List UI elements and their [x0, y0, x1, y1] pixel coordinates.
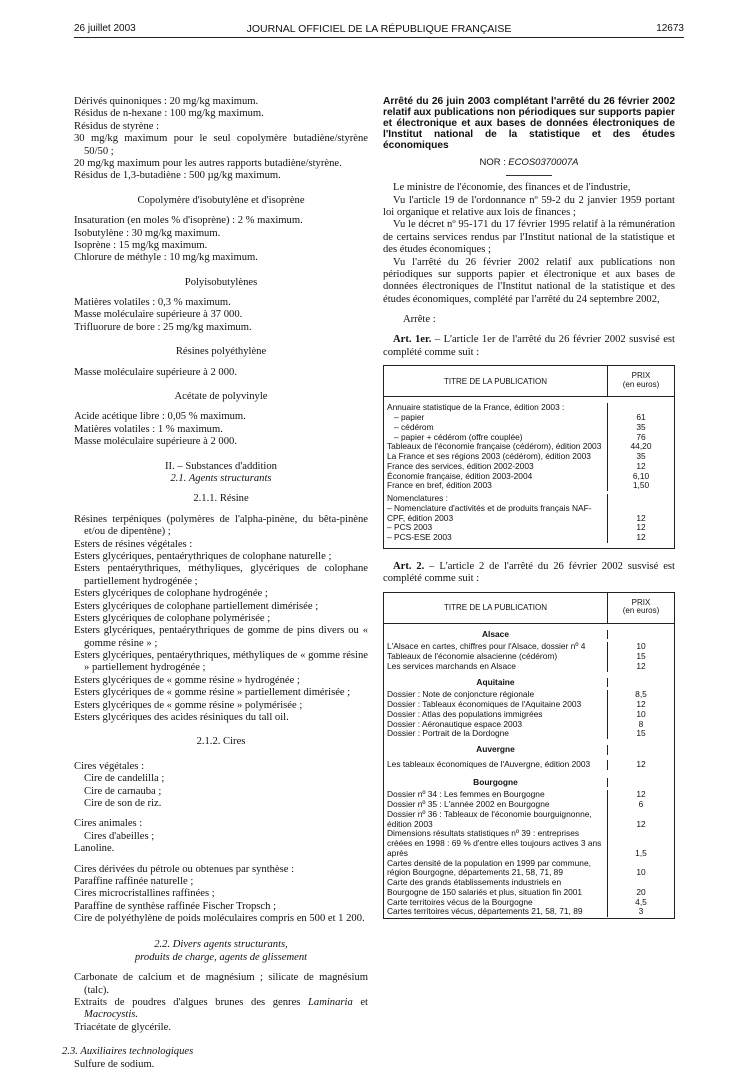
cell-label: Économie française, édition 2003-2004 — [384, 472, 608, 482]
column-header-title: TITRE DE LA PUBLICATION — [384, 593, 608, 623]
subheading: Copolymère d'isobutylène et d'isoprène — [137, 194, 305, 206]
cell-label: – papier + cédérom (offre couplée) — [384, 433, 608, 443]
cires-petrole — [74, 864, 368, 926]
table-row — [384, 907, 674, 917]
line: Chlorure de méthyle : 10 mg/kg maximum. — [74, 252, 258, 264]
subsection-heading: 2.1.2. Cires — [196, 736, 246, 748]
cires-animales — [74, 818, 368, 855]
cell-price: 61 — [636, 412, 646, 423]
table-row — [384, 729, 674, 739]
subheading: Acétate de polyvinyle — [174, 391, 268, 403]
section-2-2-heading — [74, 939, 368, 964]
table-row — [384, 672, 674, 688]
cell-price — [608, 678, 674, 688]
line: Esters glycériques de colophane partiellement dimérisée ; — [74, 600, 319, 612]
line: Cires animales : — [74, 818, 143, 830]
cell-label: Nomenclatures : — [384, 494, 608, 504]
price-label: PRIX — [631, 371, 651, 381]
table-row — [384, 829, 674, 858]
arrete-word: Arrête : — [403, 314, 436, 326]
text: Macrocystis. — [84, 1009, 139, 1021]
price-label: PRIX — [631, 597, 651, 607]
region-heading: Alsace — [384, 630, 608, 640]
article-label: Art. 2. — [393, 560, 425, 572]
cell-label: Dossier nº 35 : L'année 2002 en Bourgogne — [384, 800, 608, 810]
paragraph: Vu l'arrêté du 26 février 2002 relatif aux publications non périodiques sur supports papier et électronique et aux bases de données électroniques de l'Institut national de la statistique et des études économiques, complété par l'arrêté du 24 septembre 2002, — [383, 256, 675, 305]
cell-price: 4,5 — [635, 896, 647, 907]
cell-label: Dossier : Note de conjoncture régionale — [384, 690, 608, 700]
line: Paraffine de synthèse raffinée Fischer Tropsch ; — [74, 900, 277, 912]
table-row — [384, 755, 674, 770]
line: Esters glycériques, pentaérythriques, méthyliques de « gomme résine » partiellement hydrogénée ; — [74, 650, 368, 674]
header-journal-title: JOURNAL OFFICIEL DE LA RÉPUBLIQUE FRANÇAISE — [246, 23, 512, 35]
line: Dérivés quinoniques : 20 mg/kg maximum. — [74, 96, 259, 107]
cell-label: Dossier nº 36 : Tableaux de l'économie bourguignonne, édition 2003 — [384, 810, 608, 830]
region-heading: Aquitaine — [384, 678, 608, 688]
price-table-2 — [383, 592, 675, 920]
table-body — [384, 624, 674, 919]
line: Cire de polyéthylène de poids moléculaires compris en 500 et 1 200. — [74, 913, 365, 925]
left-column — [62, 96, 368, 1071]
line: Cires d'abeilles ; — [84, 830, 155, 842]
cell-price — [608, 745, 674, 755]
cell-price: 20 — [636, 886, 646, 897]
cell-label: – Nomenclature d'activités et de produits français NAF-CPF, édition 2003 — [384, 504, 608, 524]
column-header-price — [608, 593, 674, 623]
preamble — [383, 182, 675, 306]
line: Esters glycériques, pentaérythriques de gomme de pins divers ou « gomme résine » ; — [74, 625, 368, 649]
cell-price: 12 — [636, 522, 646, 533]
region-heading: Auvergne — [384, 745, 608, 755]
table-row — [384, 403, 674, 413]
paragraph: Le ministre de l'économie, des finances et de l'industrie, — [393, 182, 631, 194]
line: Cire de son de riz. — [84, 797, 162, 809]
cell-label: France des services, édition 2002-2003 — [384, 462, 608, 472]
line: Résidus de styrène : — [74, 120, 160, 132]
cell-label: – PCS 2003 — [384, 523, 608, 533]
line: Sulfure de sodium. — [74, 1058, 155, 1070]
cell-price: 1,5 — [635, 847, 647, 858]
table-row — [384, 491, 674, 504]
line: Masse moléculaire supérieure à 37 000. — [74, 309, 243, 321]
cell-label: France en bref, édition 2003 — [384, 481, 608, 491]
price-table-1 — [383, 365, 675, 549]
cell-label: – papier — [384, 413, 608, 423]
column-header-price — [608, 366, 674, 396]
text: Extraits de poudres d'algues brunes des genres — [74, 997, 308, 1009]
resine-block — [74, 514, 368, 725]
cell-price: 12 — [636, 532, 646, 543]
acetate-block — [74, 411, 368, 448]
cell-price: 3 — [638, 906, 644, 917]
table-row — [384, 626, 674, 640]
table-row — [384, 810, 674, 830]
table-row — [384, 770, 674, 788]
cell-price: 12 — [636, 660, 646, 671]
cell-price: 35 — [636, 421, 646, 432]
cell-price: 1,50 — [632, 480, 650, 491]
line: Résidus de 1,3-butadiène : 500 µg/kg maximum. — [74, 170, 281, 182]
cell-price: 10 — [636, 867, 646, 878]
cell-price: 12 — [636, 699, 646, 710]
cell-label: – PCS-ESE 2003 — [384, 533, 608, 543]
cell-label: Dossier : Portrait de la Dordogne — [384, 729, 608, 739]
region-heading: Bourgogne — [384, 778, 608, 788]
cell-label: Cartes densité de la population en 1999 par commune, région Bourgogne, départements 21, 58, 71, 89 — [384, 859, 608, 879]
arrete-title: Arrêté du 26 juin 2003 complétant l'arrêté du 26 février 2002 relatif aux publications non périodiques sur supports papier et électronique et aux bases de données électroniques de l'Institut national de la statistique et des études économiques — [383, 96, 675, 152]
article-2 — [383, 561, 675, 586]
line: Masse moléculaire supérieure à 2 000. — [74, 366, 237, 378]
cell-label: Les tableaux économiques de l'Auvergne, édition 2003 — [384, 760, 608, 770]
column-header-title: TITRE DE LA PUBLICATION — [384, 366, 608, 396]
cell-price: 12 — [636, 460, 646, 471]
line: Esters glycériques de colophane polymérisée ; — [74, 612, 271, 624]
price-unit: (en euros) — [622, 379, 660, 389]
cell-price: 6,10 — [632, 470, 650, 481]
line: Cires végétales : — [74, 760, 145, 772]
cell-price — [608, 630, 674, 640]
cell-label: Tableaux de l'économie française (cédérom), édition 2003 — [384, 442, 608, 452]
cell-label: Carte des grands établissements industriels en Bourgogne de 150 salariés et plus, situation fin 2001 — [384, 878, 608, 898]
table-row — [384, 859, 674, 879]
line: Esters glycériques de « gomme résine » polymérisée ; — [74, 699, 303, 711]
line — [74, 997, 368, 1022]
cell-price: 12 — [636, 789, 646, 800]
cell-price: 35 — [636, 451, 646, 462]
paragraph: Vu l'article 19 de l'ordonnance nº 59-2 du 2 janvier 1959 portant loi organique et relative aux lois de finances ; — [383, 194, 675, 218]
header-date: 26 juillet 2003 — [74, 23, 136, 34]
text: et — [352, 997, 368, 1009]
cell-price: 10 — [636, 708, 646, 719]
paragraph: Vu le décret nº 95-171 du 17 février 1995 relatif à la rémunération de certains services rendus par l'Institut national de la statistique et des études économiques ; — [383, 219, 675, 256]
section-2-2-body — [74, 972, 368, 1034]
line: Cires dérivées du pétrole ou obtenues par synthèse : — [74, 863, 295, 875]
article-1 — [383, 334, 675, 359]
cell-label: Dossier nº 34 : Les femmes en Bourgogne — [384, 790, 608, 800]
cell-price — [608, 778, 674, 788]
line: Lanoline. — [74, 843, 115, 855]
cell-price: 12 — [636, 758, 646, 769]
subsection-heading: 2.1.1. Résine — [193, 493, 249, 505]
line: Isoprène : 15 mg/kg maximum. — [74, 239, 208, 251]
subsection-heading: produits de charge, agents de glissement — [134, 951, 308, 963]
cell-label: Dossier : Tableaux économiques de l'Aquitaine 2003 — [384, 700, 608, 710]
table-row — [384, 878, 674, 898]
table-row — [384, 662, 674, 672]
cell-price: 76 — [636, 431, 646, 442]
table-row — [384, 504, 674, 524]
nor-label: NOR : — [479, 157, 506, 169]
subheading: Polyisobutylènes — [184, 276, 258, 288]
cell-price: 8 — [638, 718, 644, 729]
cell-label: La France et ses régions 2003 (cédérom), édition 2003 — [384, 452, 608, 462]
line: Masse moléculaire supérieure à 2 000. — [74, 436, 237, 448]
cires-vegetales — [74, 761, 368, 811]
cell-price: 10 — [636, 641, 646, 652]
line: Esters glycériques de « gomme résine » partiellement dimérisée ; — [74, 687, 351, 699]
line: Isobutylène : 30 mg/kg maximum. — [74, 227, 221, 239]
line: Esters glycériques, pentaérythriques de colophane naturelle ; — [74, 550, 332, 562]
line: Matières volatiles : 0,3 % maximum. — [74, 297, 231, 309]
divider — [506, 175, 552, 176]
line: Esters glycériques de « gomme résine » hydrogénée ; — [74, 674, 300, 686]
table-row — [384, 533, 674, 545]
copolymere-block — [74, 215, 368, 265]
line: Paraffine raffinée naturelle ; — [74, 875, 194, 887]
subheading: Résines polyéthylène — [175, 346, 267, 358]
subsection-heading: 2.1. Agents structurants — [170, 472, 272, 484]
line: Esters glycériques de colophane hydrogénée ; — [74, 588, 268, 600]
table-header — [384, 593, 674, 624]
line: Résidus de n-hexane : 100 mg/kg maximum. — [74, 108, 264, 120]
line: 30 mg/kg maximum pour le seul copolymère butadiène/styrène 50/50 ; — [74, 133, 368, 157]
cell-label: Les services marchands en Alsace — [384, 662, 608, 672]
line: Cire de candelilla ; — [84, 773, 165, 785]
text: Laminaria — [308, 997, 353, 1009]
subsection-heading: 2.2. Divers agents structurants, — [154, 939, 288, 951]
line: Résines terpéniques (polymères de l'alpha-pinène, du bêta-pinène et/ou de dipentène) ; — [74, 513, 368, 538]
cell-label: Dossier : Atlas des populations immigrées — [384, 710, 608, 720]
article-label: Art. 1er. — [393, 334, 432, 346]
nor-code: ECOS0370007A — [508, 157, 579, 169]
cell-price: 44,20 — [630, 441, 652, 452]
line: Carbonate de calcium et de magnésium ; silicate de magnésium (talc). — [74, 972, 368, 996]
cell-price: 15 — [636, 728, 646, 739]
section-heading: II. – Substances d'addition — [165, 460, 277, 472]
cell-price: 12 — [636, 818, 646, 829]
line: Esters pentaérythriques, méthyliques, glycériques de colophane partiellement hydrogénée ; — [74, 563, 368, 587]
intro-block — [74, 96, 368, 183]
cell-price: 15 — [636, 651, 646, 662]
table-row — [384, 481, 674, 491]
line: Triacétate de glycérile. — [74, 1021, 171, 1033]
cell-price: 8,5 — [635, 689, 647, 700]
line: Esters de résines végétales : — [74, 538, 193, 550]
subsection-heading: 2.3. Auxiliaires technologiques — [62, 1046, 194, 1058]
table-header — [384, 366, 674, 397]
price-unit: (en euros) — [622, 605, 660, 615]
line: 20 mg/kg maximum pour les autres rapports butadiène/styrène. — [74, 157, 342, 169]
cell-price: 12 — [636, 512, 646, 523]
table-row — [384, 739, 674, 755]
cell-label: Tableaux de l'économie alsacienne (cédérom) — [384, 652, 608, 662]
article-text: – L'article 2 de l'arrêté du 26 février 2002 susvisé est complété comme suit : — [383, 560, 675, 585]
header-page-number: 12673 — [656, 23, 684, 34]
article-text: – L'article 1er de l'arrêté du 26 février 2002 susvisé est complété comme suit : — [383, 334, 676, 358]
line: Acide acétique libre : 0,05 % maximum. — [74, 411, 246, 423]
cell-label: Cartes territoires vécus, départements 21, 58, 71, 89 — [384, 907, 608, 917]
line: Esters glycériques des acides résiniques du tall oil. — [74, 712, 289, 724]
line: Matières volatiles : 1 % maximum. — [74, 423, 223, 435]
cell-label: L'Alsace en cartes, chiffres pour l'Alsace, dossier nº 4 — [384, 642, 608, 652]
line: Trifluorure de bore : 25 mg/kg maximum. — [74, 321, 252, 333]
cell-label: Dossier : Aéronautique espace 2003 — [384, 720, 608, 730]
cell-label: – cédérom — [384, 423, 608, 433]
cell-price — [608, 494, 674, 504]
line: Cires microcristallines raffinées ; — [74, 888, 215, 900]
table-body — [384, 397, 674, 548]
line: Insaturation (en moles % d'isoprène) : 2 % maximum. — [74, 215, 303, 227]
cell-price: 6 — [638, 799, 644, 810]
line: Cire de carnauba ; — [84, 785, 162, 797]
cell-label: Carte territoires vécus de la Bourgogne — [384, 898, 608, 908]
right-column — [383, 96, 675, 919]
cell-label: Dimensions résultats statistiques nº 39 : entreprises créées en 1998 : 69 % d'entre elles toujours actives 3 ans après — [384, 829, 608, 858]
polyisobutylenes-block — [74, 297, 368, 334]
cell-label: Annuaire statistique de la France, édition 2003 : — [384, 403, 608, 413]
page-header — [74, 21, 684, 38]
nor-reference — [383, 157, 675, 169]
